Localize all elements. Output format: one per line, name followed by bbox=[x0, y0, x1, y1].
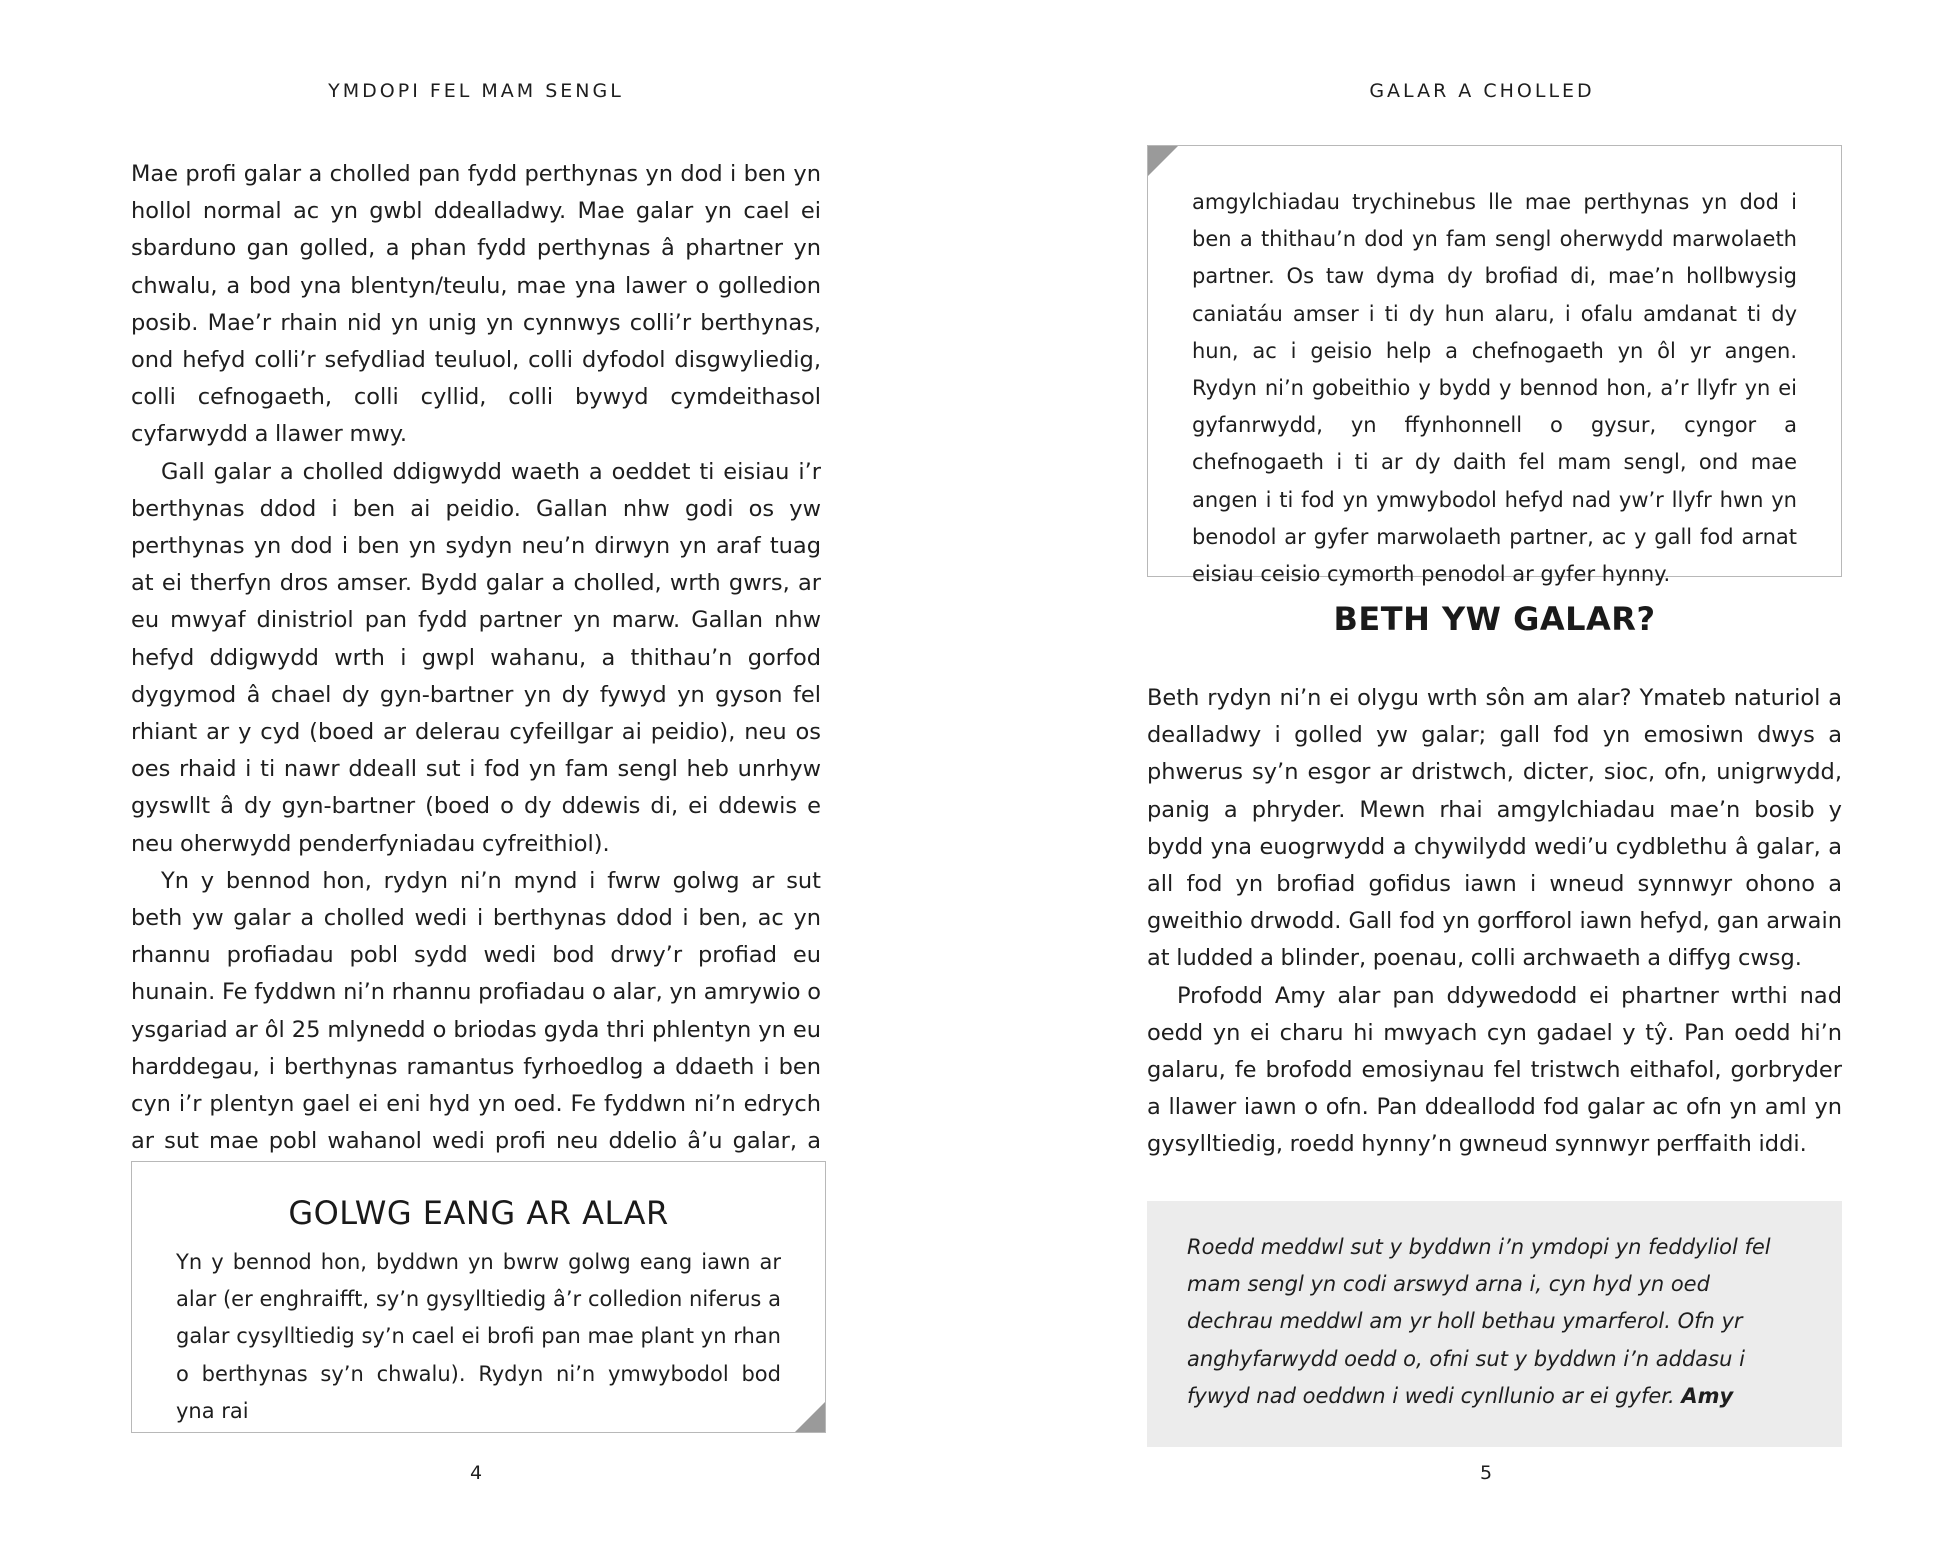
paragraph: Beth rydyn ni’n ei olygu wrth sôn am alar? Ymateb naturiol a dealladwy i golled yw galar; gall fod yn emosiwn dwys a phwerus sy’n esgor ar dristwch, dicter, sioc, ofn, unigrwydd, panig a phryder. Mewn rhai amgylchiadau mae’n bosib y bydd yna euogrwydd a chywilydd wedi’u cydblethu â galar, a all fod yn brofiad gofidus iawn i wneud synnwyr ohono a gweithio drwodd. Gall fod yn gorfforol iawn hefyd, gan arwain at ludded a blinder, poenau, colli archwaeth a diffyg cwsg. bbox=[1147, 685, 1842, 972]
paragraph: Yn y bennod hon, rydyn ni’n mynd i fwrw golwg ar sut beth yw galar a cholled wedi i berthynas ddod i ben, ac yn rhannu profiadau pobl sydd wedi bod drwy’r profiad eu hunain. Fe fyddwn ni’n rhannu profiadau o alar, yn amrywio o ysgariad ar ôl 25 mlynedd o briodas gyda thri phlentyn yn eu harddegau, i berthynas ramantus fyrhoedlog a ddaeth i ben cyn i’r plentyn gael ei eni hyd yn oed. Fe fyddwn ni’n edrych ar sut mae pobl wahanol wedi profi neu ddelio â’u galar, a bbox=[131, 867, 821, 1155]
right-body-text bbox=[1147, 680, 1842, 1164]
running-head-right: GALAR A CHOLLED bbox=[1369, 80, 1595, 102]
quote-box bbox=[1147, 1201, 1842, 1447]
left-body-text bbox=[131, 156, 821, 1235]
page-number-right: 5 bbox=[1479, 1462, 1493, 1484]
box-text-continued: amgylchiadau trychinebus lle mae perthynas yn dod i ben a thithau’n dod yn fam sengl oherwydd marwolaeth partner. Os taw dyma dy brofiad di, mae’n hollbwysig caniatáu amser i ti dy hun alaru, i ofalu amdanat ti dy hun, ac i geisio help a chefnogaeth yn ôl yr angen. Rydyn ni’n gobeithio y bydd y bennod hon, a’r llyfr yn ei gyfanrwydd, yn ffynhonnell o gysur, cyngor a chefnogaeth i ti ar dy daith fel mam sengl, ond mae angen i ti fod yn ymwybodol hefyd nad yw’r llyfr hwn yn benodol ar gyfer marwolaeth partner, ac y gall fod arnat eisiau ceisio cymorth penodol ar gyfer hynny. bbox=[1192, 190, 1797, 587]
box-title: GOLWG EANG AR ALAR bbox=[288, 1194, 669, 1232]
paragraph: Mae profi galar a cholled pan fydd perthynas yn dod i ben yn hollol normal ac yn gwbl ddealladwy. Mae galar yn cael ei sbarduno gan golled, a phan fydd perthynas â phartner yn chwalu, a bod yna blentyn/teulu, mae yna lawer o golledion posib. Mae’r rhain nid yn unig yn cynnwys colli’r berthynas, ond hefyd colli’r sefydliad teuluol, colli dyfodol disgwyliedig, colli cefnogaeth, colli cyllid, colli bywyd cymdeithasol cyfarwydd a llawer mwy. bbox=[131, 161, 821, 448]
page-curl-corner-icon bbox=[1148, 146, 1178, 176]
quote-body: Roedd meddwl sut y byddwn i’n ymdopi yn feddyliol fel mam sengl yn codi arswyd arna i, cyn hyd yn oed dechrau meddwl am yr holl bethau ymarferol. Ofn yr anghyfarwydd oedd o, ofni sut y byddwn i’n addasu i fywyd nad oeddwn i wedi cynllunio ar ei gyfer. bbox=[1187, 1235, 1771, 1408]
paragraph: Gall galar a cholled ddigwydd waeth a oeddet ti eisiau i’r berthynas ddod i ben ai peidio. Gallan nhw godi os yw perthynas yn dod i ben yn sydyn neu’n dirwyn yn araf tuag at ei therfyn dros amser. Bydd galar a cholled, wrth gwrs, ar eu mwyaf dinistriol pan fydd partner yn marw. Gallan nhw hefyd ddigwydd wrth i gwpl wahanu, a thithau’n gorfod dygymod â chael dy gyn-bartner yn dy fywyd yn gyson fel rhiant ar y cyd (boed ar delerau cyfeillgar ai peidio), neu os oes rhaid i ti nawr ddeall sut i fod yn fam sengl heb unrhyw gyswllt â dy gyn-bartner (boed o dy ddewis di, ei ddewis e neu oherwydd penderfyniadau cyfreithiol). bbox=[131, 458, 821, 857]
quote-text bbox=[1187, 1229, 1802, 1415]
section-heading: BETH YW GALAR? bbox=[1333, 600, 1656, 638]
box-text: Yn y bennod hon, byddwn yn bwrw golwg eang iawn ar alar (er enghraifft, sy’n gysylltiedig â’r colledion niferus a galar cysylltiedig sy’n cael ei brofi pan mae plant yn rhan o berthynas sy’n chwalu). Rydyn ni’n ymwybodol bod yna rai bbox=[176, 1250, 781, 1423]
running-head-left: YMDOPI FEL MAM SENGL bbox=[328, 80, 624, 102]
page-number-left: 4 bbox=[469, 1462, 483, 1484]
quote-attribution: Amy bbox=[1681, 1383, 1734, 1408]
paragraph: Profodd Amy alar pan ddywedodd ei phartner wrthi nad oedd yn ei charu hi mwyach cyn gadael y tŷ. Pan oedd hi’n galaru, fe brofodd emosiynau fel tristwch eithafol, gorbryder a llawer iawn o ofn. Pan ddeallodd fod galar ac ofn yn aml yn gysylltiedig, roedd hynny’n gwneud synnwyr perffaith iddi. bbox=[1147, 982, 1842, 1158]
page-curl-corner-icon bbox=[795, 1402, 825, 1432]
right-page bbox=[973, 0, 1946, 1557]
info-box-continued bbox=[1147, 145, 1842, 587]
info-box-golwg-eang bbox=[131, 1161, 826, 1433]
